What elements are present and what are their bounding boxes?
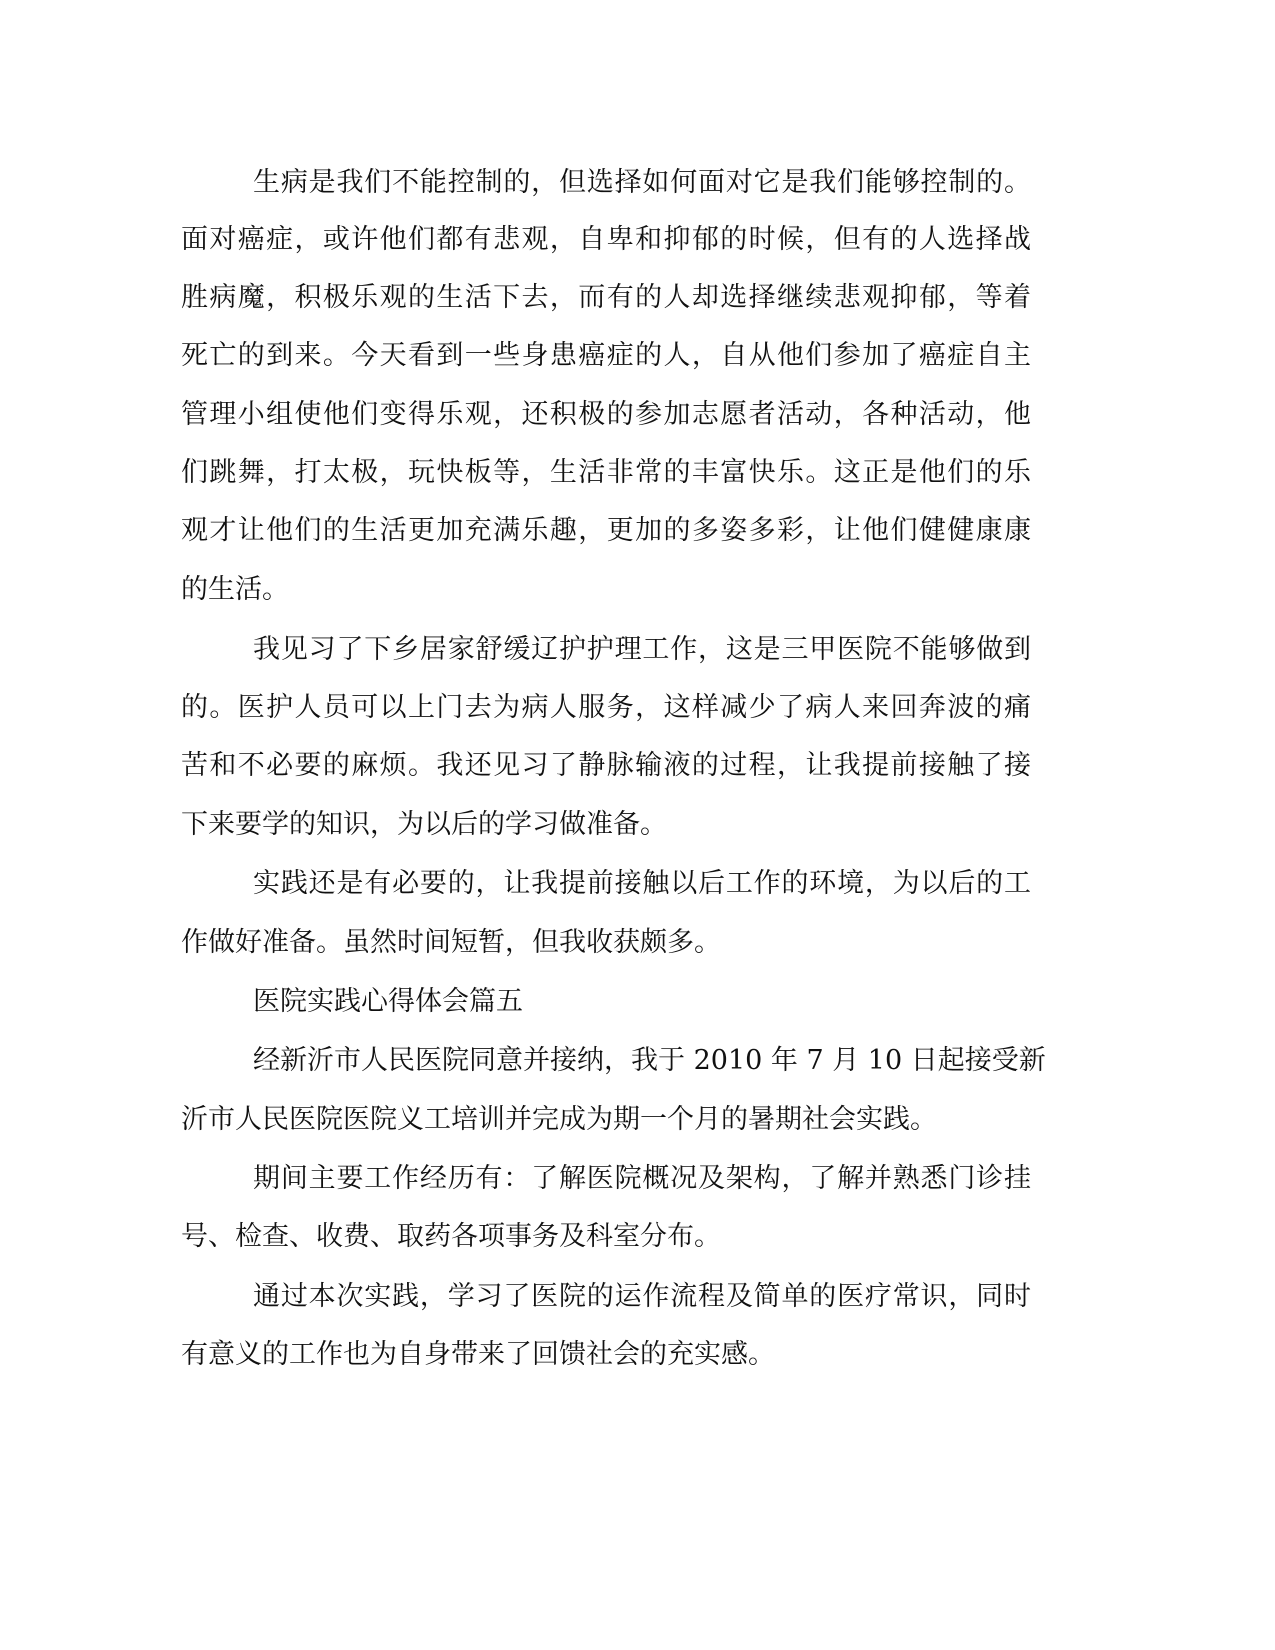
text-line: 期间主要工作经历有：了解医院概况及架构，了解并熟悉门诊挂 [253, 1163, 1031, 1194]
text-line: 实践还是有必要的，让我提前接触以后工作的环境，为以后的工 [253, 868, 1031, 899]
text-line: 面对癌症，或许他们都有悲观，自卑和抑郁的时候，但有的人选择战 [181, 224, 1031, 255]
text-line: 观才让他们的生活更加充满乐趣，更加的多姿多彩，让他们健健康康 [181, 515, 1031, 546]
text-line: 死亡的到来。今天看到一些身患癌症的人，自从他们参加了癌症自主 [181, 340, 1031, 371]
text-line: 苦和不必要的麻烦。我还见习了静脉输液的过程，让我提前接触了接 [181, 750, 1031, 781]
text-line: 作做好准备。虽然时间短暂，但我收获颇多。 [181, 927, 721, 958]
text-line: 生病是我们不能控制的，但选择如何面对它是我们能够控制的。 [253, 167, 1031, 198]
text-line: 胜病魔，积极乐观的生活下去，而有的人却选择继续悲观抑郁，等着 [181, 282, 1031, 313]
text-line: 管理小组使他们变得乐观，还积极的参加志愿者活动，各种活动，他 [181, 399, 1031, 430]
section-heading: 医院实践心得体会篇五 [253, 986, 523, 1017]
text-line: 们跳舞，打太极，玩快板等，生活非常的丰富快乐。这正是他们的乐 [181, 457, 1031, 488]
text-line: 通过本次实践，学习了医院的运作流程及简单的医疗常识，同时 [253, 1281, 1031, 1312]
text-line: 号、检查、收费、取药各项事务及科室分布。 [181, 1221, 721, 1252]
text-line: 的。医护人员可以上门去为病人服务，这样减少了病人来回奔波的痛 [181, 692, 1031, 723]
text-line: 沂市人民医院医院义工培训并完成为期一个月的暑期社会实践。 [181, 1104, 937, 1135]
text-line: 有意义的工作也为自身带来了回馈社会的充实感。 [181, 1339, 775, 1370]
text-line: 的生活。 [181, 574, 289, 605]
text-line: 下来要学的知识，为以后的学习做准备。 [181, 809, 667, 840]
text-line: 我见习了下乡居家舒缓辽护护理工作，这是三甲医院不能够做到 [253, 634, 1031, 665]
text-line: 经新沂市人民医院同意并接纳，我于 2010 年 7 月 10 日起接受新 [253, 1045, 1046, 1076]
